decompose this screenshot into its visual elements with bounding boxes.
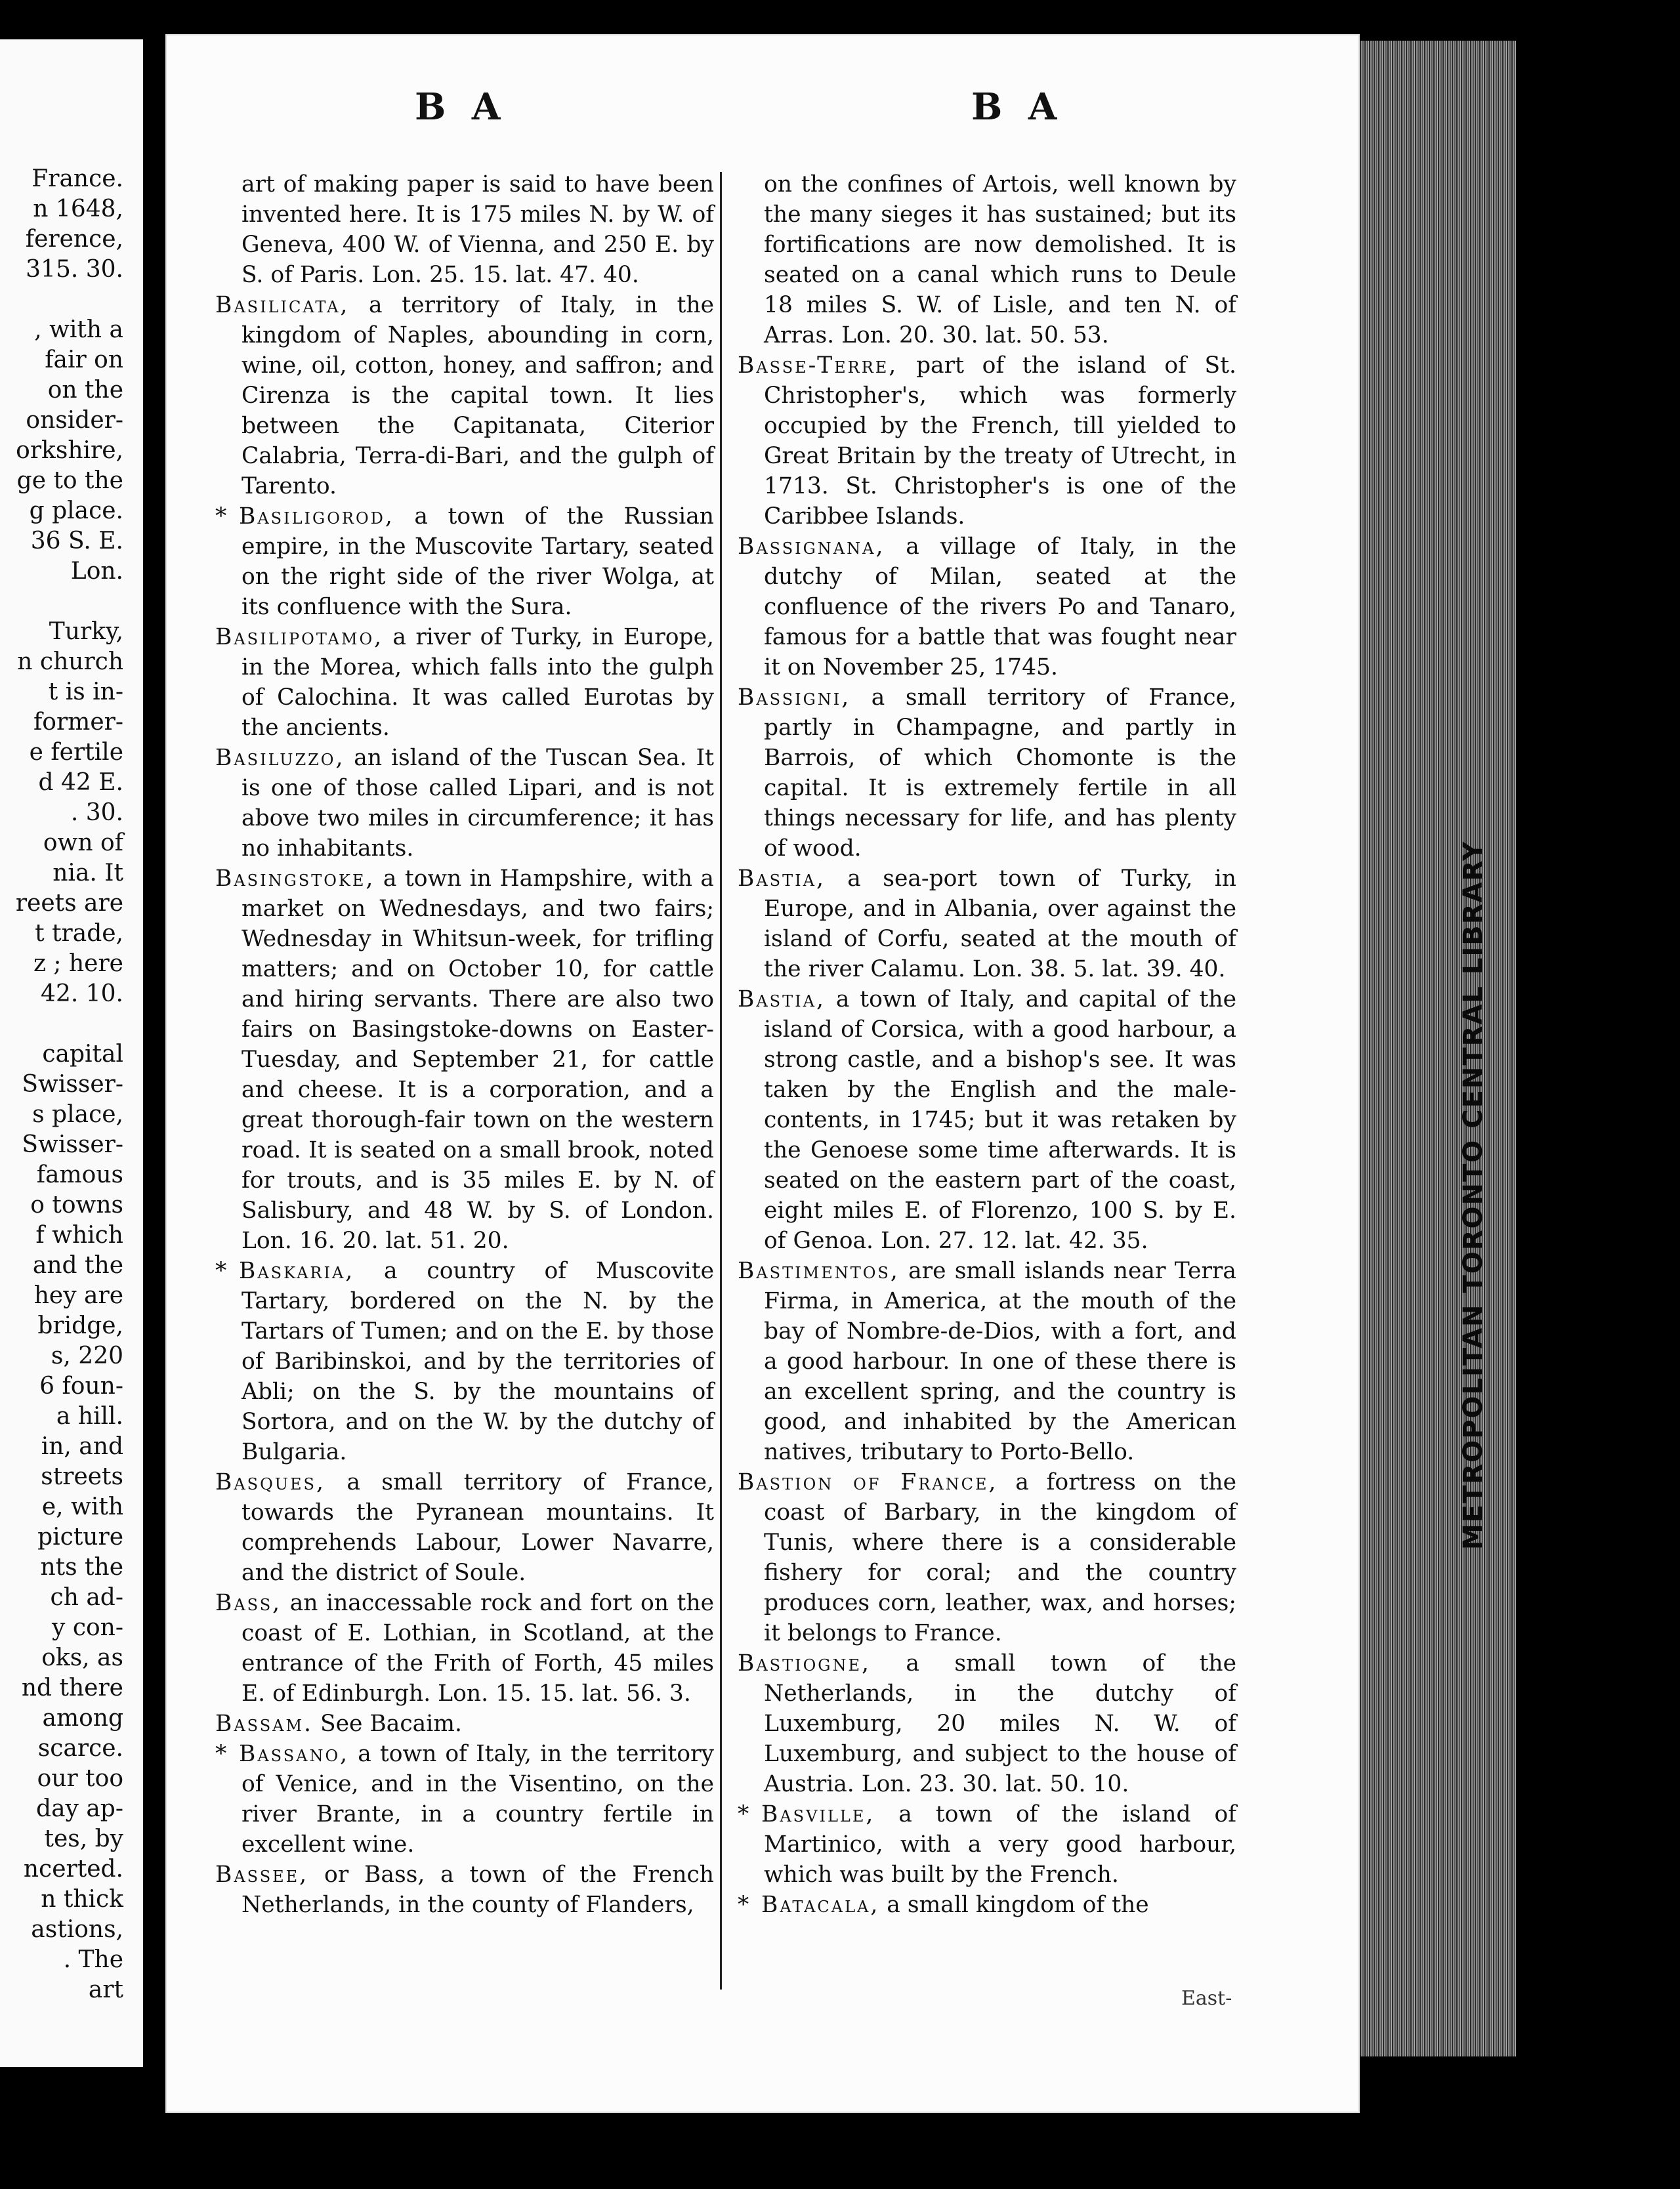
entry-headword: Basilipotamo, — [215, 624, 384, 650]
facing-page-line: e fertile — [29, 739, 123, 766]
facing-page-line: France. — [32, 165, 123, 192]
entry-text: a territory of Italy, in the kingdom of Naples, abounding in corn, wine, oil, cotton, honey, and saffron; and Cirenza is the capital town. It lies between the Capitanata, Citerior Calabria, Terra-di-Bari, and the gulph of Tarento. — [242, 292, 714, 499]
facing-page-line: among — [42, 1705, 123, 1732]
entry-text: on the confines of Artois, well known by the many sieges it has sustained; but its fortifications are now demolished. It is seated on a canal which runs to Deule 18 miles S. W. of Lisle, and ten N. of Arras. Lon. 20. 30. lat. 50. 53. — [764, 171, 1236, 348]
entry-text: a sea-port town of Turky, in Europe, and in Albania, over against the island of Corfu, seated at the mouth of the river Calamu. Lon. 38. 5. lat. 39. 40. — [764, 865, 1236, 982]
book-fore-edge — [1360, 41, 1516, 2056]
dictionary-entry — [738, 1648, 1236, 1799]
facing-page-line: reets are — [15, 890, 123, 917]
facing-page-line: famous — [36, 1161, 123, 1188]
facing-page-line: n thick — [41, 1886, 123, 1913]
entry-headword: Bastiogne, — [738, 1650, 871, 1677]
facing-page-line: in, and — [41, 1433, 123, 1460]
dictionary-entry — [215, 1709, 714, 1739]
dictionary-entry — [738, 1256, 1236, 1467]
facing-page-line: capital — [42, 1041, 123, 1068]
entry-text: a town in Hampshire, with a market on Wednesdays, and two fairs; Wednesday in Whitsun-week, for trifling matters; and on October 10, for cattle and hiring servants. There are also two fairs on Basingstoke-downs on Easter-Tuesday, and September 21, for cattle and cheese. It is a corporation, and a great thorough-fair town on the western road. It is seated on a small brook, noted for trouts, and is 35 miles E. by N. of Salisbury, and 48 W. by S. of London. Lon. 16. 20. lat. 51. 20. — [242, 865, 714, 1254]
dictionary-entry — [738, 169, 1236, 350]
facing-page-line: art — [88, 1976, 123, 2003]
entry-headword: Basilicata, — [215, 292, 350, 318]
entry-text: a river of Turky, in Europe, in the Morea, which falls into the gulph of Calochina. It was called Eurotas by the ancients. — [242, 624, 714, 741]
dictionary-entry — [215, 1588, 714, 1709]
dictionary-entry — [215, 1860, 714, 1920]
facing-page-line: f which — [35, 1222, 123, 1249]
entry-text: or Bass, a town of the French Netherlands, in the county of Flanders, — [242, 1862, 714, 1918]
left-column — [215, 169, 714, 1920]
facing-page-line: own of — [43, 829, 123, 856]
entry-headword: Batacala, — [761, 1892, 880, 1918]
facing-page-line: 315. 30. — [26, 256, 123, 283]
facing-page-line: nd there — [21, 1675, 123, 1701]
dictionary-entry — [215, 290, 714, 501]
facing-page-line: z ; here — [33, 950, 123, 977]
facing-page-line: on the — [47, 377, 123, 404]
dictionary-entry — [215, 864, 714, 1256]
running-head-right: B A — [971, 85, 1064, 129]
facing-page-line: 6 foun- — [39, 1373, 123, 1400]
facing-page-line: oks, as — [41, 1644, 123, 1671]
facing-page-line: t is in- — [48, 678, 123, 705]
library-stamp: METROPOLITAN TORONTO CENTRAL LIBRARY — [1458, 840, 1488, 1550]
entry-text: an island of the Tuscan Sea. It is one of those called Lipari, and is not above two miles in circumference; it has no inhabitants. — [242, 745, 714, 862]
entry-headword: Bassano, — [239, 1741, 350, 1767]
facing-page-line: n church — [17, 648, 123, 675]
entry-text: a town of the Russian empire, in the Muscovite Tartary, seated on the right side of the river Wolga, at its confluence with the Sura. — [242, 503, 714, 620]
entry-headword: Basingstoke, — [215, 865, 375, 892]
entry-headword: Bassee, — [215, 1862, 309, 1888]
dictionary-entry — [215, 1467, 714, 1588]
catchword: East- — [1181, 1987, 1232, 2010]
facing-page-line: d 42 E. — [38, 769, 123, 796]
facing-page-line: a hill. — [56, 1403, 123, 1430]
facing-page-line: Turky, — [49, 618, 123, 645]
facing-page-line: y con- — [52, 1614, 123, 1641]
facing-page-line: scarce. — [37, 1735, 123, 1762]
facing-page-line: astions, — [31, 1916, 123, 1943]
entry-text: a country of Muscovite Tartary, bordered on the N. by the Tartars of Tumen; and on the E. by those of Baribinskoi, and by the territories of Abli; on the S. by the mountains of Sortora, and on the W. by the dutchy of Bulgaria. — [242, 1258, 714, 1465]
facing-page-line: our too — [37, 1765, 123, 1792]
entry-text: a small town of the Netherlands, in the dutchy of Luxemburg, 20 miles N. W. of Luxemburg, and subject to the house of Austria. Lon. 23. 30. lat. 50. 10. — [764, 1650, 1236, 1797]
facing-page-line: g place. — [29, 497, 123, 524]
dictionary-entry — [738, 1799, 1236, 1890]
entry-headword: Basiluzzo, — [215, 745, 345, 771]
dictionary-entry — [215, 622, 714, 743]
facing-page-line: hey are — [33, 1282, 123, 1309]
entry-text: art of making paper is said to have been invented here. It is 175 miles N. by W. of Geneva, 400 W. of Vienna, and 250 E. by S. of Paris. Lon. 25. 15. lat. 47. 40. — [242, 171, 714, 288]
running-head-left: B A — [415, 85, 507, 129]
entry-text: See Bacaim. — [313, 1711, 462, 1737]
entry-headword: Basques, — [215, 1469, 326, 1495]
facing-page-line: picture — [37, 1524, 123, 1551]
dictionary-entry — [215, 1256, 714, 1467]
facing-page-line: bridge, — [37, 1312, 123, 1339]
facing-page-line: onsider- — [26, 407, 123, 434]
dictionary-entry — [738, 350, 1236, 532]
dictionary-entry — [215, 1739, 714, 1860]
entry-headword: Bastia, — [738, 865, 826, 892]
facing-page-line — [0, 1009, 123, 1039]
asterisk-marker: * — [738, 1801, 749, 1827]
entry-text: a town of Italy, in the territory of Venice, and in the Visentino, on the river Brante, in a country fertile in excellent wine. — [242, 1741, 714, 1858]
entry-text: an inaccessable rock and fort on the coast of E. Lothian, in Scotland, at the entrance of the Frith of Forth, 45 miles E. of Edinburgh. Lon. 15. 15. lat. 56. 3. — [242, 1590, 714, 1707]
asterisk-marker: * — [215, 1741, 227, 1767]
entry-headword: Bastia, — [738, 986, 826, 1012]
facing-page-fragment — [0, 39, 143, 2067]
facing-page-line: Swisser- — [22, 1071, 123, 1098]
facing-page-line: day ap- — [36, 1795, 123, 1822]
facing-page-line: t trade, — [35, 920, 123, 947]
entry-headword: Bassigni, — [738, 684, 851, 711]
facing-page-line: former- — [33, 709, 123, 736]
facing-page-text — [0, 164, 123, 2005]
facing-page-line: ncerted. — [23, 1856, 123, 1883]
facing-page-line: Swisser- — [22, 1131, 123, 1158]
facing-page-line: ference, — [25, 226, 123, 253]
dictionary-entry — [215, 501, 714, 622]
entry-headword: Basiligorod, — [239, 503, 394, 530]
facing-page-line: s, 220 — [51, 1343, 123, 1369]
facing-page-line: . The — [63, 1946, 123, 1973]
entry-text: a small territory of France, towards the Pyranean mountains. It comprehends Labour, Lower Navarre, and the district of Soule. — [242, 1469, 714, 1586]
entry-text: are small islands near Terra Firma, in America, at the mouth of the bay of Nombre-de-Dios, with a fort, and a good harbour. In one of these there is an excellent spring, and the country is good, and inhabited by the American natives, tributary to Porto-Bello. — [764, 1258, 1236, 1465]
column-rule — [720, 172, 722, 1990]
entry-text: part of the island of St. Christopher's, which was formerly occupied by the French, till yielded to Great Britain by the treaty of Utrecht, in 1713. St. Christopher's is one of the Caribbee Islands. — [764, 352, 1236, 530]
facing-page-line: s place, — [32, 1101, 123, 1128]
facing-page-line: 42. 10. — [41, 980, 123, 1007]
dictionary-entry — [738, 864, 1236, 984]
dictionary-entry — [215, 743, 714, 864]
facing-page-line: streets — [41, 1463, 123, 1490]
dictionary-entry — [738, 984, 1236, 1256]
entry-headword: Basville, — [761, 1801, 875, 1827]
facing-page-line: Lon. — [70, 558, 123, 585]
entry-text: a village of Italy, in the dutchy of Milan, seated at the confluence of the rivers Po and Tanaro, famous for a battle that was fought near it on November 25, 1745. — [764, 533, 1236, 680]
facing-page-line: nts the — [40, 1554, 123, 1581]
entry-headword: Bastimentos, — [738, 1258, 900, 1284]
asterisk-marker: * — [215, 1258, 227, 1284]
facing-page-line: and the — [32, 1252, 123, 1279]
dictionary-entry — [738, 682, 1236, 864]
asterisk-marker: * — [738, 1892, 749, 1918]
entry-text: a small territory of France, partly in Champagne, and partly in Barrois, of which Chomonte is the capital. It is extremely fertile in all things necessary for life, and has plenty of wood. — [764, 684, 1236, 862]
facing-page-line: . 30. — [70, 799, 123, 826]
facing-page-line — [0, 285, 123, 315]
facing-page-line — [0, 587, 123, 617]
facing-page-line: n 1648, — [33, 196, 123, 222]
entry-headword: Bassignana, — [738, 533, 885, 560]
facing-page-line: orkshire, — [16, 437, 123, 464]
entry-headword: Bassam. — [215, 1711, 314, 1737]
entry-headword: Bass, — [215, 1590, 282, 1616]
facing-page-line: ge to the — [16, 467, 123, 494]
dictionary-entry — [738, 532, 1236, 682]
facing-page-line: , with a — [34, 316, 123, 343]
dictionary-entry — [738, 1890, 1236, 1920]
facing-page-line: tes, by — [44, 1825, 123, 1852]
entry-headword: Basse-Terre, — [738, 352, 898, 379]
facing-page-line: 36 S. E. — [30, 528, 123, 554]
entry-text: a fortress on the coast of Barbary, in the kingdom of Tunis, where there is a considerable fishery for coral; and the country produces corn, leather, wax, and horses; it belongs to France. — [764, 1469, 1236, 1646]
entry-text: a small kingdom of the — [879, 1892, 1149, 1918]
entry-text: a town of Italy, and capital of the island of Corsica, with a good harbour, a strong castle, and a bishop's see. It was taken by the English and the male-contents, in 1745; but it was retaken by the Genoese some time afterwards. It is seated on the eastern part of the coast, eight miles E. of Florenzo, 100 S. by E. of Genoa. Lon. 27. 12. lat. 42. 35. — [764, 986, 1236, 1254]
entry-headword: Baskaria, — [239, 1258, 355, 1284]
entry-text: a town of the island of Martinico, with a very good harbour, which was built by the French. — [764, 1801, 1236, 1888]
facing-page-line: ch ad- — [50, 1584, 123, 1611]
entry-headword: Bastion of France, — [738, 1469, 998, 1495]
dictionary-entry — [738, 1467, 1236, 1648]
facing-page-line: o towns — [30, 1192, 123, 1219]
facing-page-line: fair on — [45, 346, 123, 373]
asterisk-marker: * — [215, 503, 227, 530]
facing-page-line: nia. It — [52, 860, 123, 886]
dictionary-entry — [215, 169, 714, 290]
facing-page-line: e, with — [41, 1493, 123, 1520]
right-column — [738, 169, 1236, 1920]
